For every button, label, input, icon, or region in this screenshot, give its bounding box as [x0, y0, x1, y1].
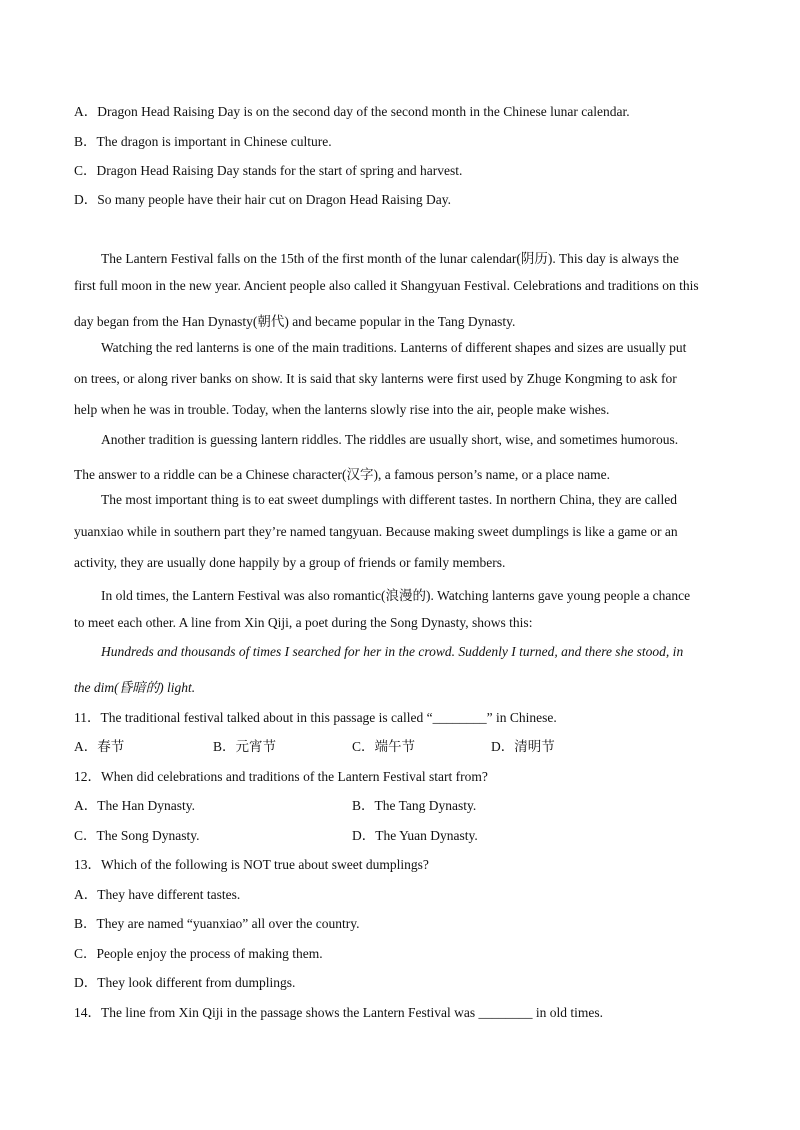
passage-line: The answer to a riddle can be a Chinese character(汉字), a famous person’s name, or a place name.: [74, 467, 611, 482]
passage-line: day began from the Han Dynasty(朝代) and became popular in the Tang Dynasty.: [74, 314, 516, 329]
passage-line: In old times, the Lantern Festival was also romantic(浪漫的). Watching lanterns gave young people a chance: [101, 588, 691, 603]
question-14-stem: 14．The line from Xin Qiji in the passage shows the Lantern Festival was ________ in old times.: [74, 1005, 604, 1020]
passage-line: Watching the red lanterns is one of the main traditions. Lanterns of different shapes and sizes are usually put: [101, 340, 687, 355]
passage-line: The Lantern Festival falls on the 15th of the first month of the lunar calendar(阴历). This day is always the: [101, 251, 679, 266]
passage-line: activity, they are usually done happily by a group of friends or family members.: [74, 555, 506, 570]
prev-option-d: D．So many people have their hair cut on Dragon Head Raising Day.: [74, 192, 452, 207]
passage-line: The most important thing is to eat sweet dumplings with different tastes. In northern China, they are called: [101, 492, 677, 507]
question-12-stem: 12．When did celebrations and traditions of the Lantern Festival start from?: [74, 769, 488, 784]
question-11-option-d: D．清明节: [491, 739, 555, 754]
question-11-option-b: B．元宵节: [213, 739, 277, 754]
question-12-option-d: D．The Yuan Dynasty.: [352, 828, 478, 843]
question-13-stem: 13．Which of the following is NOT true about sweet dumplings?: [74, 857, 429, 872]
question-13-option-b: B．They are named “yuanxiao” all over the country.: [74, 916, 360, 931]
passage-line: on trees, or along river banks on show. It is said that sky lanterns were first used by Zhuge Kongming to ask for: [74, 371, 677, 386]
prev-option-a: A．Dragon Head Raising Day is on the second day of the second month in the Chinese lunar calendar.: [74, 104, 630, 119]
passage-line: yuanxiao while in southern part they’re named tangyuan. Because making sweet dumplings is like a game or an: [74, 524, 678, 539]
poem-quote-line: Hundreds and thousands of times I searched for her in the crowd. Suddenly I turned, and there she stood, in: [101, 644, 684, 659]
prev-option-b: B．The dragon is important in Chinese culture.: [74, 134, 332, 149]
prev-option-c: C．Dragon Head Raising Day stands for the start of spring and harvest.: [74, 163, 463, 178]
question-11-option-c: C．端午节: [352, 739, 416, 754]
question-12-option-a: A．The Han Dynasty.: [74, 798, 195, 813]
passage-line: to meet each other. A line from Xin Qiji, a poet during the Song Dynasty, shows this:: [74, 615, 533, 630]
question-13-option-a: A．They have different tastes.: [74, 887, 241, 902]
passage-line: first full moon in the new year. Ancient people also called it Shangyuan Festival. Celebrations and traditions on this: [74, 278, 699, 293]
question-12-option-c: C．The Song Dynasty.: [74, 828, 200, 843]
question-13-option-d: D．They look different from dumplings.: [74, 975, 296, 990]
passage-line: Another tradition is guessing lantern riddles. The riddles are usually short, wise, and sometimes humorous.: [101, 432, 679, 447]
poem-quote-line: the dim(昏暗的) light.: [74, 680, 196, 695]
passage-line: help when he was in trouble. Today, when the lanterns slowly rise into the air, people make wishes.: [74, 402, 610, 417]
question-13-option-c: C．People enjoy the process of making them.: [74, 946, 323, 961]
question-12-option-b: B．The Tang Dynasty.: [352, 798, 477, 813]
question-11-stem: 11．The traditional festival talked about in this passage is called “________” in Chinese.: [74, 710, 557, 725]
question-11-option-a: A．春节: [74, 739, 125, 754]
